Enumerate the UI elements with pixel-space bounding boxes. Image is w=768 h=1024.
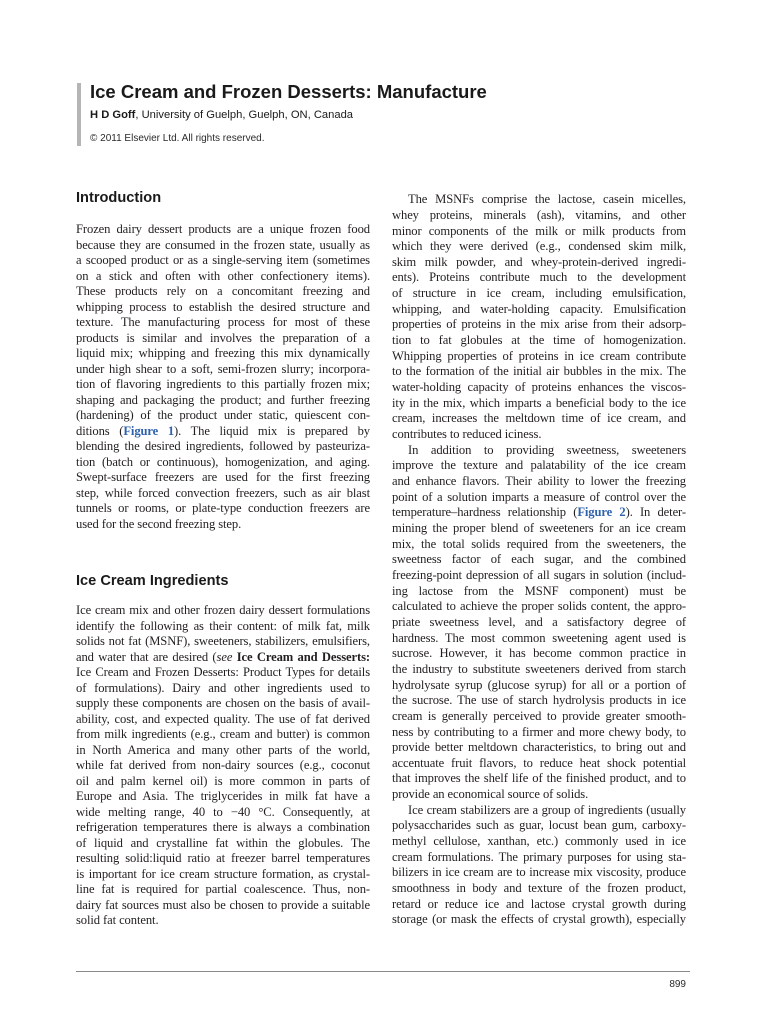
author-affiliation: , University of Guelph, Guelph, ON, Canada xyxy=(135,109,354,121)
text-line: bilizers in ice cream are to increase mix viscosity, produce xyxy=(392,865,686,880)
text-line: dairy fat sources must also be chosen to provide a suitable xyxy=(76,897,370,912)
text-line: whipping, and water-holding capacity. Emulsification xyxy=(392,301,686,316)
text-line: which they were derived (e.g., condensed skim milk, xyxy=(392,239,686,254)
text-line: storage (or mask the effects of crystal growth), especially xyxy=(392,912,686,927)
text-line: tion of flavoring ingredients to this partially frozen mix; xyxy=(76,377,370,392)
text-line: ity in the mix, which imparts a beneficial body to the ice xyxy=(392,395,686,410)
text-line: is important for ice cream structure formation, as crystal- xyxy=(76,866,370,881)
text-line: provide an economical source of solids. xyxy=(392,787,589,802)
text-line: of formulations). Dairy and other ingredients used to xyxy=(76,680,370,695)
text-line: on a stick and often with other confectionery items). xyxy=(76,268,370,283)
text-line: contributes to reduced iciness. xyxy=(392,427,542,442)
text-line: blending the desired ingredients, followed by pasteuriza- xyxy=(76,439,370,454)
text-line: tion (batch or continuous), homogenization, and aging. xyxy=(76,454,370,469)
text-run: and water that are desired ( xyxy=(76,649,217,664)
text-line: methyl cellulose, xanthan, etc.) commonly used in ice xyxy=(392,834,686,849)
text-line: because they are consumed in the frozen state, usually as xyxy=(76,237,370,252)
text-line: Europe and Asia. The triglycerides in milk fat have a xyxy=(76,789,370,804)
text-line: minor components of the milk or milk products from xyxy=(392,223,686,238)
text-line: whipping process to establish the desired structure and xyxy=(76,299,370,314)
ingredients-paragraph xyxy=(76,603,370,929)
text-line: whey proteins, minerals (ash), vitamins, and other xyxy=(392,207,686,222)
text-line: ness by contributing to a firmer and more chewy body, to xyxy=(392,724,686,739)
text-line: point of a solution imparts a measure of control over the xyxy=(392,489,686,504)
text-line: sucrose. However, it has become common practice in xyxy=(392,646,686,661)
text-line xyxy=(392,505,686,521)
text-line: ability, cost, and expected quality. The use of fat derived xyxy=(76,711,370,726)
text-line: ing lactose from the MSNF component) must be xyxy=(392,583,686,598)
text-line: These products rely on a concomitant freezing and xyxy=(76,284,370,299)
text-line: while fat derived from non-dairy sources (e.g., coconut xyxy=(76,758,370,773)
text-line: Whipping properties of proteins in ice cream contribute xyxy=(392,348,686,363)
introduction-paragraph xyxy=(76,222,370,532)
text-run: temperature–hardness relationship ( xyxy=(392,505,578,520)
text-line: that improves the shelf life of the finished product, and to xyxy=(392,771,686,786)
text-line: under high shear to a soft, semi-frozen slurry; incorpora- xyxy=(76,361,370,376)
text-line: water-holding capacity of proteins enhances the viscos- xyxy=(392,380,686,395)
author-name: H D Goff xyxy=(90,109,136,121)
text-line: solid fat content. xyxy=(76,913,159,928)
text-line: The MSNFs comprise the lactose, casein micelles, xyxy=(408,192,686,207)
figure-link[interactable]: Figure 1 xyxy=(123,423,175,438)
text-line: properties of proteins in the mix arise from their adsorp- xyxy=(392,317,686,332)
msnf-paragraph xyxy=(392,192,686,443)
text-line: in North America and many other parts of the world, xyxy=(76,742,370,757)
text-line: Ice cream mix and other frozen dairy dessert formulations xyxy=(76,603,370,618)
text-line: to the formation of the initial air bubbles in the mix. The xyxy=(392,364,686,379)
text-line: line fat is required for partial coalescence. Thus, non- xyxy=(76,882,370,897)
text-line: wide melting range, 40 to −40 °C. Consequently, at xyxy=(76,804,370,819)
text-line: cream formulations. The primary purposes for using sta- xyxy=(392,849,686,864)
text-line: shaping and packaging the product; and further freezing xyxy=(76,392,370,407)
text-line: tunnels or rooms, or plate-type conduction freezers are xyxy=(76,501,370,516)
text-line: cream, increases the meltdown time of ice cream, and xyxy=(392,411,686,426)
figure-link[interactable]: Figure 2 xyxy=(577,505,626,520)
text-line: refrigeration temperatures there is always a combination xyxy=(76,820,370,835)
text-line: step, while forced convection freezers, such as air blast xyxy=(76,485,370,500)
text-line: polysaccharides such as guar, locust bean gum, carboxy- xyxy=(392,818,686,833)
article-title: Ice Cream and Frozen Desserts: Manufacture xyxy=(90,81,487,102)
footer-rule xyxy=(76,971,690,972)
text-line: (hardening) of the product under static, quiescent con- xyxy=(76,408,370,423)
text-line xyxy=(76,650,370,666)
text-line: texture. The manufacturing process for most of these xyxy=(76,315,370,330)
text-line: mix, the total solids required from the sweeteners, the xyxy=(392,536,686,551)
text-line: used for the second freezing step. xyxy=(76,516,242,531)
text-run: ditions ( xyxy=(76,423,124,438)
text-line: In addition to providing sweetness, sweeteners xyxy=(408,442,686,457)
text-line: liquid mix; whipping and freezing this mix dynamically xyxy=(76,346,370,361)
text-line: mining the proper blend of sweeteners for an ice cream xyxy=(392,520,686,535)
text-line: of liquid and crystalline fat within the globules. The xyxy=(76,835,370,850)
text-line: resulting solid:liquid ratio at freezer barrel temperatures xyxy=(76,851,370,866)
text-line: solids not fat (MSNF), sweeteners, stabilizers, emulsifiers, xyxy=(76,634,370,649)
text-line: provide better meltdown characteristics, to bring out and xyxy=(392,740,686,755)
text-line: tion to fat globules at the time of homogenization. xyxy=(392,333,686,348)
text-line: the industry to substitute sweeteners derived from starch xyxy=(392,661,686,676)
copyright-notice: © 2011 Elsevier Ltd. All rights reserved. xyxy=(90,133,265,144)
text-line: ents). Proteins contribute much to the development xyxy=(392,270,686,285)
text-line: Ice cream stabilizers are a group of ingredients (usually xyxy=(408,802,686,817)
text-line: accentuate fruit flavors, to reduce heat shock potential xyxy=(392,755,686,770)
page-number: 899 xyxy=(669,979,686,990)
section-heading-introduction: Introduction xyxy=(76,190,162,206)
text-line: retard or reduce ice and lactose crystal growth during xyxy=(392,896,686,911)
text-line: priate sweetness level, and a satisfactory degree of xyxy=(392,614,686,629)
text-line xyxy=(76,424,370,440)
text-line: oil and palm kernel oil) is more common in parts of xyxy=(76,773,370,788)
text-run: ). The liquid mix is prepared by xyxy=(174,423,370,438)
italic-text: see xyxy=(216,649,233,664)
right-column xyxy=(392,192,686,928)
text-line: identify the following as their content: of milk fat, milk xyxy=(76,618,370,633)
text-line: sweetness factor of each sugar, and the combined xyxy=(392,552,686,567)
text-line: smoothness in body and texture of the frozen product, xyxy=(392,881,686,896)
text-line: calculated to achieve the proper solids content, the appro- xyxy=(392,599,686,614)
section-heading-ice-cream-ingredients: Ice Cream Ingredients xyxy=(76,573,229,589)
text-line: skim milk powder, and whey-protein-derived ingredi- xyxy=(392,254,686,269)
text-line: cream is generally perceived to provide greater smooth- xyxy=(392,708,686,723)
text-line: improve the texture and palatability of the ice cream xyxy=(392,458,686,473)
text-line: products is similar and involves the preparation of a xyxy=(76,330,370,345)
text-line: and enhance flavors. Their ability to lower the freezing xyxy=(392,474,686,488)
sweeteners-paragraph xyxy=(392,443,686,803)
text-line: hydrolysate syrup (glucose syrup) for all or a portion of xyxy=(392,677,686,692)
text-line: freezing-point depression of all sugars in solution (includ- xyxy=(392,567,686,582)
text-line: Swept-surface freezers are used for the first freezing xyxy=(76,470,370,485)
cross-reference: Ice Cream and Desserts: xyxy=(236,649,370,664)
text-run: ). In deter- xyxy=(625,505,686,520)
text-line: of structure in ice cream, including emulsification, xyxy=(392,286,686,301)
text-line: hardness. The most common sweetening agent used is xyxy=(392,630,686,645)
text-line: from milk ingredients (e.g., cream and butter) is common xyxy=(76,727,370,742)
text-line: the sucrose. The use of starch hydrolysis products in ice xyxy=(392,693,686,708)
text-line: a scooped product or as a single-serving item (sometimes xyxy=(76,253,370,268)
left-column xyxy=(76,0,370,950)
stabilizers-paragraph xyxy=(392,803,686,928)
text-line: Frozen dairy dessert products are a unique frozen food xyxy=(76,222,370,237)
text-line: supply these components are chosen on the basis of avail- xyxy=(76,696,370,711)
text-line: Ice Cream and Frozen Desserts: Product Types for details xyxy=(76,665,370,680)
